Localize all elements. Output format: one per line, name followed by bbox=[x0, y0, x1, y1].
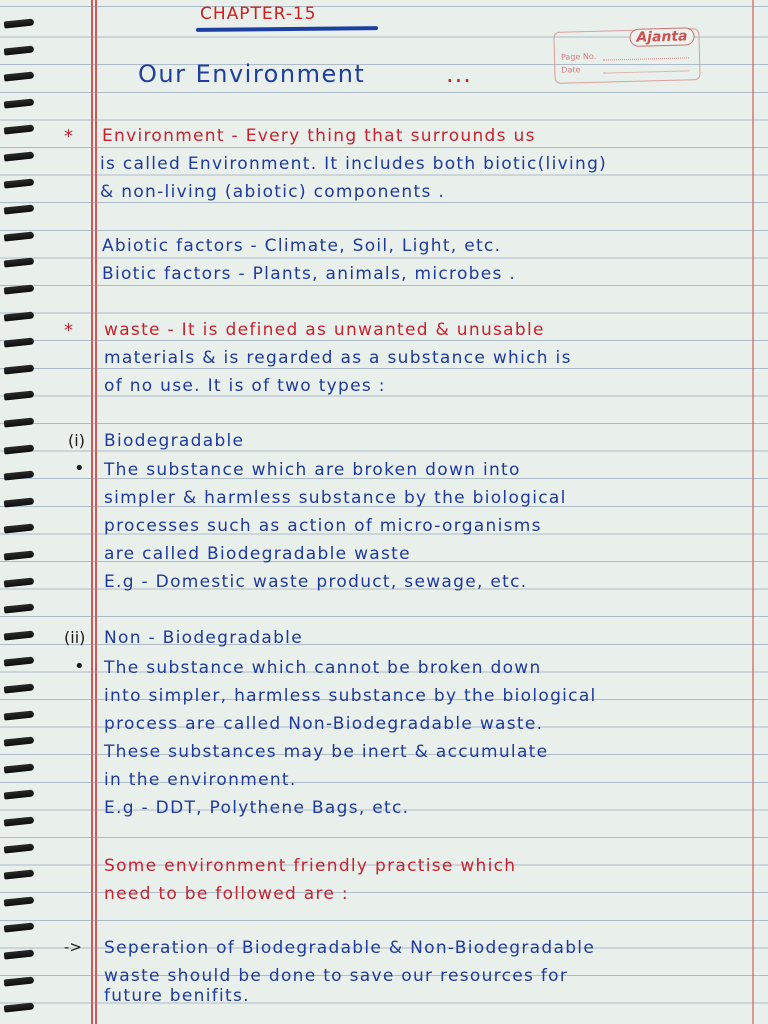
spiral-coil bbox=[4, 524, 35, 534]
spiral-coil bbox=[4, 258, 35, 268]
spiral-coil bbox=[4, 417, 35, 427]
spiral-coil bbox=[4, 816, 35, 826]
spiral-coil bbox=[4, 550, 35, 560]
spiral-coil bbox=[4, 710, 35, 720]
spiral-coil bbox=[4, 311, 35, 321]
spiral-binding bbox=[0, 0, 40, 1024]
spiral-coil bbox=[4, 870, 35, 880]
item-number: (ii) bbox=[64, 628, 86, 647]
bullet-dot: • bbox=[74, 458, 85, 479]
sep-line-3: future benifits. bbox=[104, 986, 250, 1006]
spiral-coil bbox=[4, 763, 35, 773]
spiral-coil bbox=[4, 497, 35, 507]
bullet-star: * bbox=[64, 320, 73, 341]
chapter-underline bbox=[196, 26, 378, 32]
non-line-2: into simpler, harmless substance by the biological bbox=[104, 686, 597, 706]
waste-line-1: waste - It is defined as unwanted & unusable bbox=[104, 320, 545, 340]
spiral-coil bbox=[4, 790, 35, 800]
spiral-coil bbox=[4, 72, 35, 82]
spiral-coil bbox=[4, 205, 35, 215]
bullet-star: * bbox=[64, 126, 73, 147]
env-line-2: is called Environment. It includes both biotic(living) bbox=[100, 154, 608, 174]
arrow-icon: -> bbox=[64, 938, 82, 956]
sep-line-2: waste should be done to save our resources for bbox=[104, 966, 569, 986]
spiral-coil bbox=[4, 178, 35, 188]
spiral-coil bbox=[4, 98, 35, 108]
non-line-6: E.g - DDT, Polythene Bags, etc. bbox=[104, 798, 410, 818]
page-no-label: Page No. bbox=[560, 51, 597, 62]
page-title: Our Environment bbox=[138, 60, 366, 88]
non-biodegradable-heading: Non - Biodegradable bbox=[104, 628, 303, 648]
abiotic-line: Abiotic factors - Climate, Soil, Light, etc. bbox=[102, 236, 502, 256]
non-line-4: These substances may be inert & accumulate bbox=[104, 742, 549, 762]
spiral-coil bbox=[4, 18, 35, 28]
biotic-line: Biotic factors - Plants, animals, microbes . bbox=[102, 264, 517, 284]
spiral-coil bbox=[4, 284, 35, 294]
spiral-coil bbox=[4, 683, 35, 693]
practise-line-1: Some environment friendly practise which bbox=[104, 856, 517, 876]
left-margin-line bbox=[91, 0, 93, 1024]
waste-line-2: materials & is regarded as a substance which is bbox=[104, 348, 572, 368]
date-line bbox=[603, 70, 689, 73]
spiral-coil bbox=[4, 151, 35, 161]
spiral-coil bbox=[4, 338, 35, 348]
spiral-coil bbox=[4, 630, 35, 640]
chapter-heading: CHAPTER-15 bbox=[200, 4, 317, 24]
spiral-coil bbox=[4, 604, 35, 614]
spiral-coil bbox=[4, 471, 35, 481]
spiral-coil bbox=[4, 231, 35, 241]
biodegradable-heading: Biodegradable bbox=[104, 431, 245, 451]
right-margin-line bbox=[752, 0, 754, 1024]
date-label: Date bbox=[561, 65, 581, 75]
bullet-dot: • bbox=[74, 656, 85, 677]
spiral-coil bbox=[4, 364, 35, 374]
bio-line-1: The substance which are broken down into bbox=[104, 460, 521, 480]
bio-line-5: E.g - Domestic waste product, sewage, etc. bbox=[104, 572, 528, 592]
spiral-coil bbox=[4, 657, 35, 667]
non-line-3: process are called Non-Biodegradable waste. bbox=[104, 714, 544, 734]
spiral-coil bbox=[4, 444, 35, 454]
spiral-coil bbox=[4, 976, 35, 986]
bio-line-4: are called Biodegradable waste bbox=[104, 544, 411, 564]
bio-line-3: processes such as action of micro-organisms bbox=[104, 516, 542, 536]
spiral-coil bbox=[4, 923, 35, 933]
spiral-coil bbox=[4, 949, 35, 959]
spiral-coil bbox=[4, 45, 35, 55]
page-no-line bbox=[603, 57, 689, 60]
left-margin-line-inner bbox=[95, 0, 97, 1024]
item-number: (i) bbox=[68, 431, 85, 450]
spiral-coil bbox=[4, 896, 35, 906]
practise-line-2: need to be followed are : bbox=[104, 884, 349, 904]
bio-line-2: simpler & harmless substance by the biological bbox=[104, 488, 567, 508]
title-dots: ... bbox=[446, 60, 472, 88]
non-line-1: The substance which cannot be broken down bbox=[104, 658, 542, 678]
spiral-coil bbox=[4, 125, 35, 135]
env-line-3: & non-living (abiotic) components . bbox=[100, 182, 446, 202]
brand-logo: Ajanta bbox=[629, 27, 695, 47]
sep-line-1: Seperation of Biodegradable & Non-Biodegradable bbox=[104, 938, 596, 958]
spiral-coil bbox=[4, 1003, 35, 1013]
env-line-1: Environment - Every thing that surrounds us bbox=[102, 126, 536, 146]
waste-line-3: of no use. It is of two types : bbox=[104, 376, 386, 396]
spiral-coil bbox=[4, 737, 35, 747]
spiral-coil bbox=[4, 577, 35, 587]
non-line-5: in the environment. bbox=[104, 770, 297, 790]
spiral-coil bbox=[4, 843, 35, 853]
page-number-date-box bbox=[553, 28, 700, 84]
spiral-coil bbox=[4, 391, 35, 401]
